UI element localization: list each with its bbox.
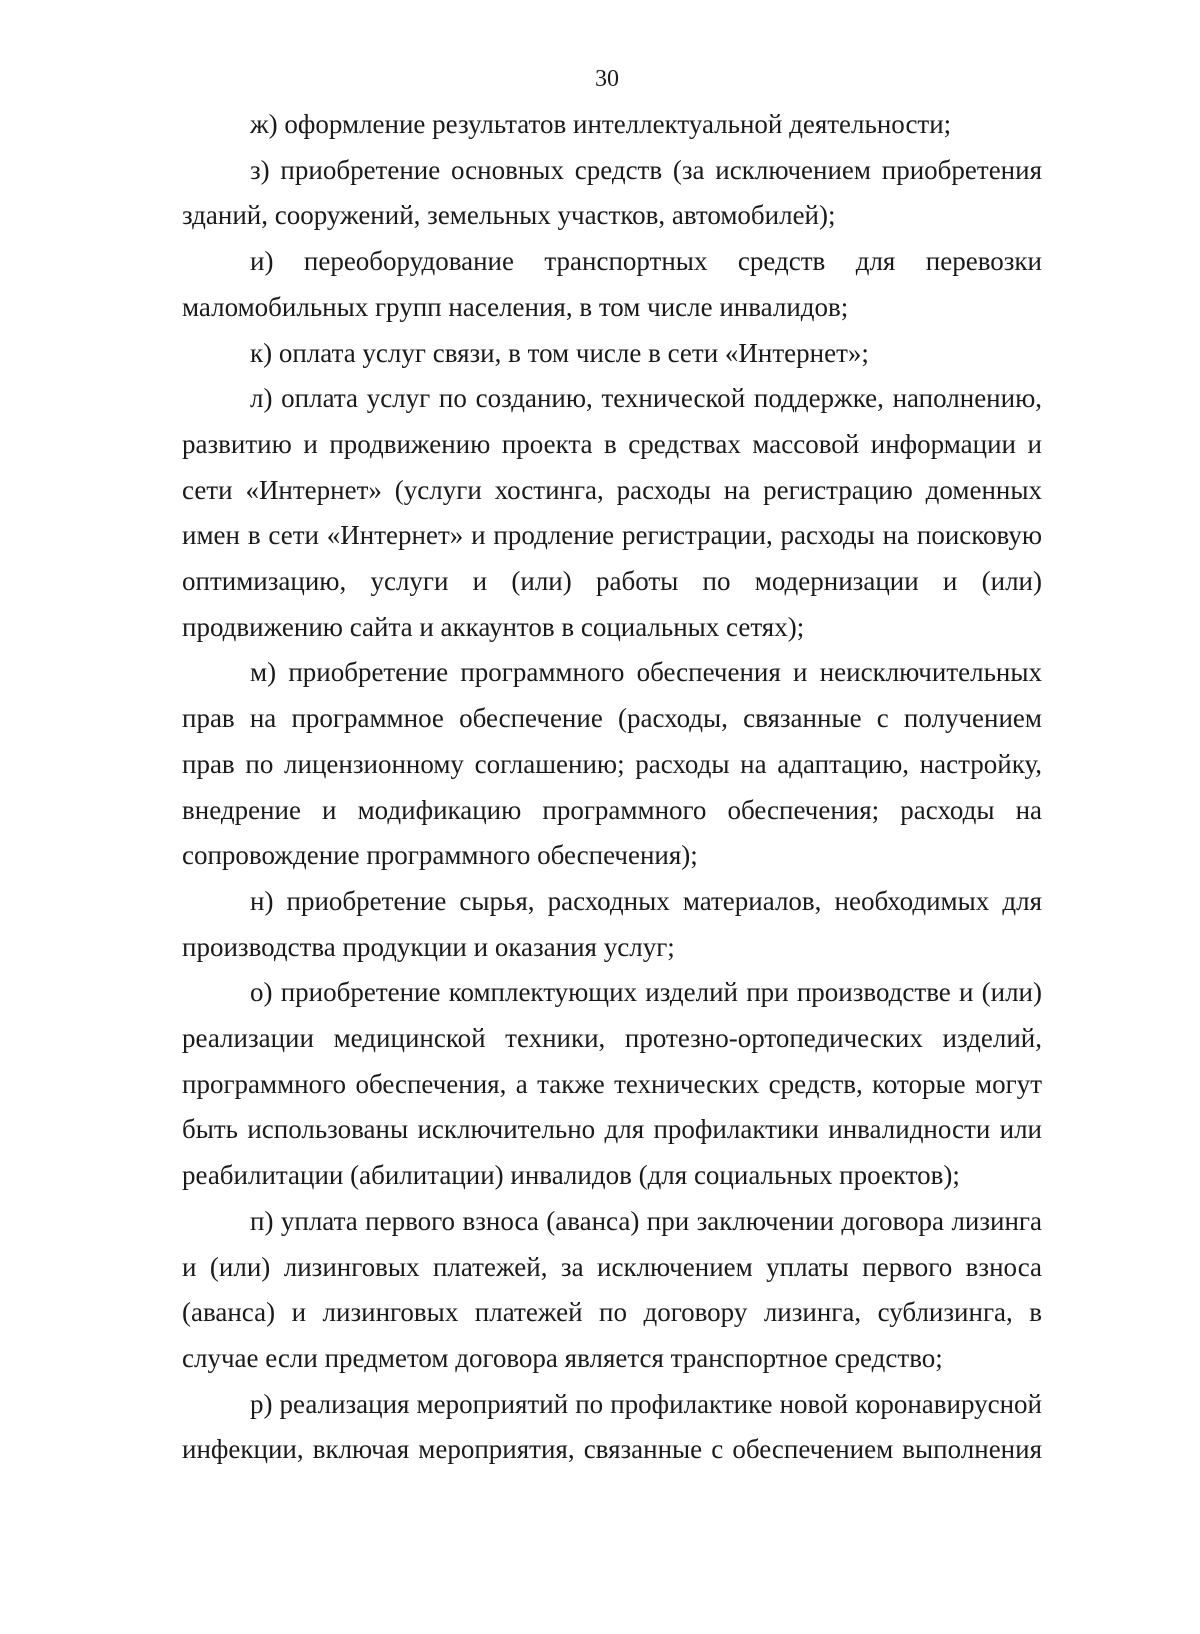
paragraph-i: и) переоборудование транспортных средств для перевозки маломобильных групп населения, в том числе инвалидов; <box>182 246 1042 322</box>
paragraph-o: о) приобретение комплектующих изделий при производстве и (или) реализации медицинской техники, протезно-ортопедических изделий, программного обеспечения, а также технических средств, которые могут быть использованы исключительно для профилактики инвалидности или реабилитации (абилитации) инвалидов (для социальных проектов); <box>182 977 1042 1191</box>
paragraph-m: м) приобретение программного обеспечения и неисключительных прав на программное обеспечение (расходы, связанные с получением прав по лицензионному соглашению; расходы на адаптацию, настройку, внедрение и модификацию программного обеспечения; расходы на сопровождение программного обеспечения); <box>182 657 1042 871</box>
paragraph-r: р) реализация мероприятий по профилактике новой коронавирусной инфекции, включая мероприятия, связанные с обеспечением выполнения <box>182 1388 1042 1465</box>
paragraph-z: з) приобретение основных средств (за исключением приобретения зданий, сооружений, земельных участков, автомобилей); <box>182 154 1042 231</box>
paragraph-zh: ж) оформление результатов интеллектуальной деятельности; <box>250 109 952 139</box>
paragraph-l: л) оплата услуг по созданию, технической поддержке, наполнению, развитию и продвижению проекта в средствах массовой информации и сети «Интернет» (услуги хостинга, расходы на регистрацию доменных имен в сети «Интернет» и продление регистрации, расходы на поисковую оптимизацию, услуги и (или) работы по модернизации и (или) продвижению сайта и аккаунтов в социальных сетях); <box>182 383 1042 642</box>
document-body <box>182 102 1042 1473</box>
page-number: 30 <box>595 66 619 92</box>
paragraph-k: к) оплата услуг связи, в том числе в сети «Интернет»; <box>250 337 869 368</box>
paragraph-n: н) приобретение сырья, расходных материалов, необходимых для производства продукции и оказания услуг; <box>182 885 1042 962</box>
paragraph-p: п) уплата первого взноса (аванса) при заключении договора лизинга и (или) лизинговых платежей, за исключением уплаты первого взноса (аванса) и лизинговых платежей по договору лизинга, сублизинга, в случае если предметом договора является транспортное средство; <box>182 1205 1042 1373</box>
